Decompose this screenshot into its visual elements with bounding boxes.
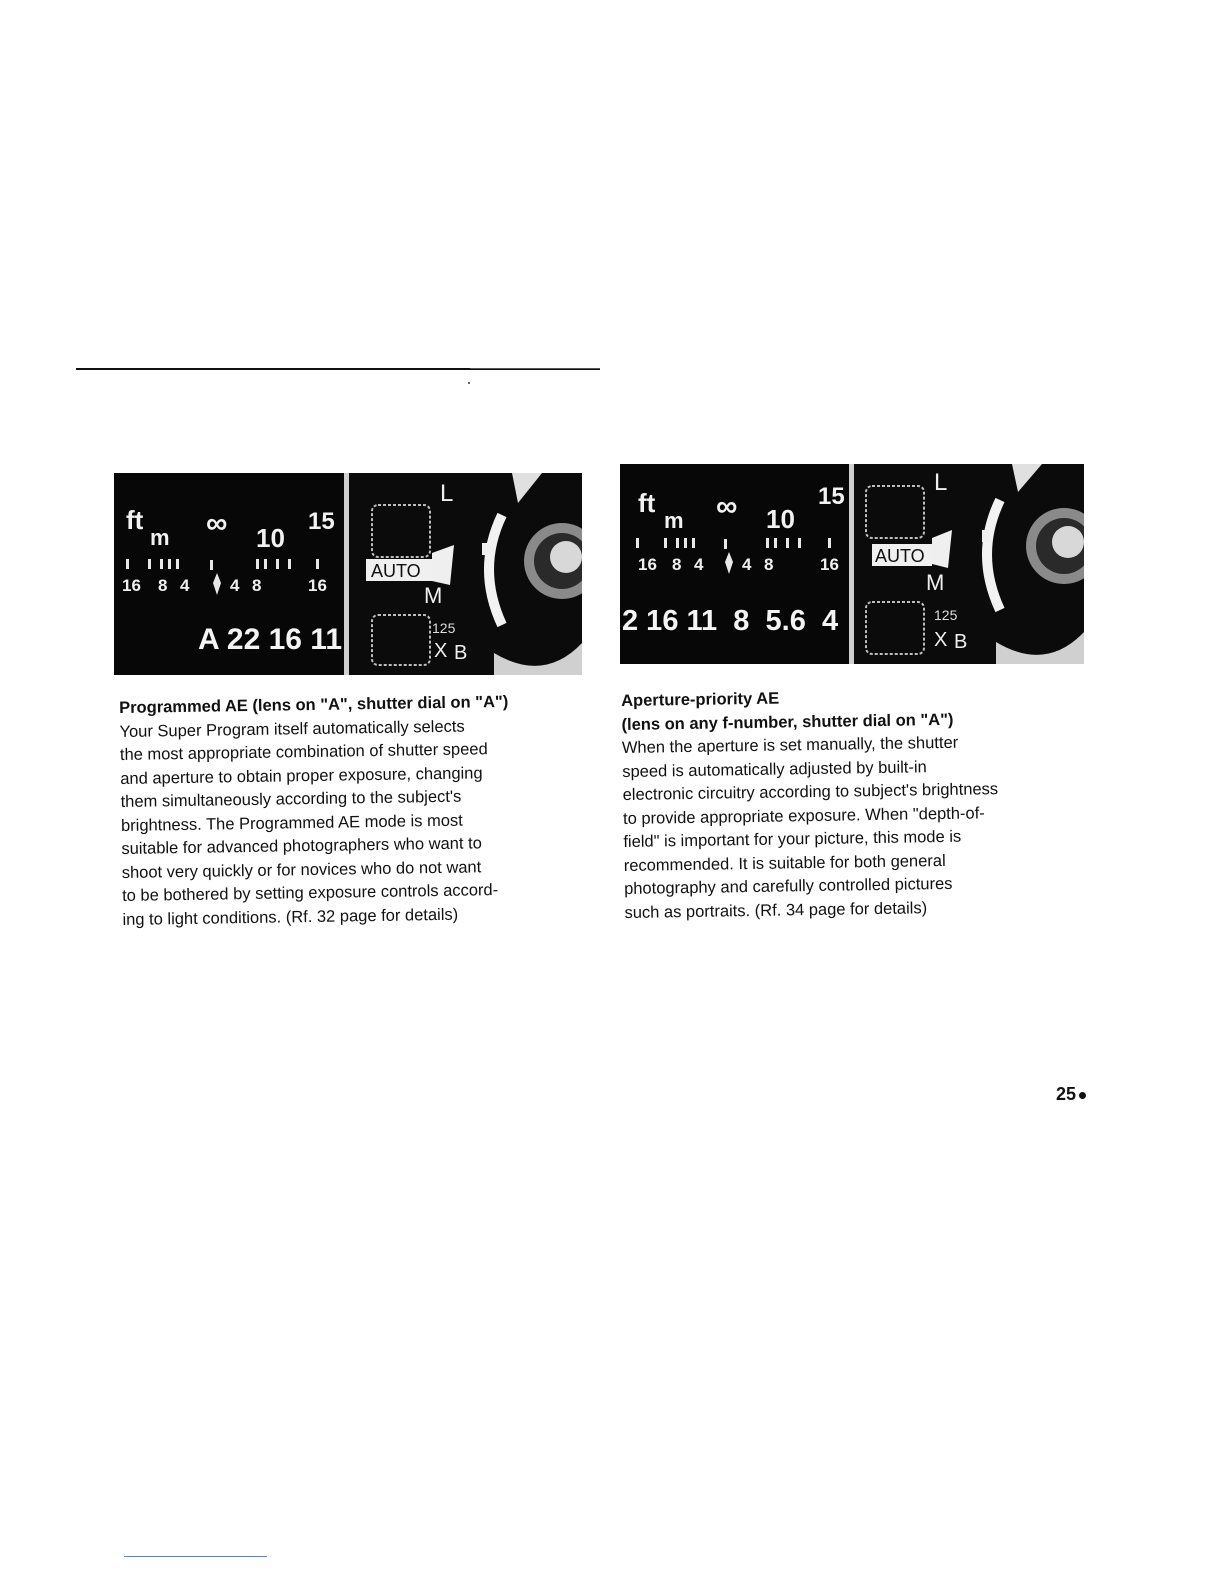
camera-lens-and-dial-photo [114, 473, 582, 675]
caption-aperture-priority-ae [621, 682, 1105, 925]
dial-x-mark: X [434, 640, 448, 662]
caption-line: the most appropriate combination of shutter speed [119, 740, 488, 764]
dof-16-left: 16 [638, 555, 657, 574]
dial-l-mark: L [934, 469, 948, 496]
caption-line: brightness. The Programmed AE mode is most [120, 811, 463, 835]
distance-15: 15 [308, 508, 335, 535]
caption-line: speed is automatically adjusted by built-in [622, 757, 927, 781]
auto-mode-label: AUTO [875, 546, 925, 566]
dial-speed-125: 125 [432, 620, 456, 636]
auto-mode-label: AUTO [371, 561, 421, 581]
dof-4-left: 4 [694, 555, 704, 574]
caption-line: electronic circuitry according to subject's brightness [622, 780, 999, 804]
infinity-mark: ∞ [716, 490, 738, 523]
unit-ft-label: ft [126, 505, 144, 535]
dial-b-mark: B [454, 642, 468, 664]
photo-aperture-priority-ae [620, 464, 1084, 664]
page-number-text: 25 [1056, 1084, 1077, 1104]
dof-8-right: 8 [252, 576, 262, 595]
distance-10: 10 [766, 504, 795, 534]
dof-8-left: 8 [672, 555, 682, 574]
caption-line: such as portraits. (Rf. 34 page for details) [624, 898, 928, 922]
dial-speed-125: 125 [934, 607, 958, 623]
aperture-ring-row: 2 16 11 8 5.6 4 [622, 605, 839, 637]
unit-m-label: m [150, 525, 170, 550]
caption-line: photography and carefully controlled pictures [623, 874, 953, 898]
caption-line: ing to light conditions. (Rf. 32 page for details) [122, 905, 459, 929]
caption-line: When the aperture is set manually, the shutter [621, 733, 959, 757]
caption-line: shoot very quickly or for novices who do not want [121, 857, 482, 882]
unit-m-label: m [664, 508, 684, 533]
caption-line: recommended. It is suitable for both general [623, 851, 946, 875]
distance-15: 15 [818, 483, 845, 510]
top-rule [76, 368, 600, 370]
caption-heading: Programmed AE (lens on "A", shutter dial on "A") [119, 692, 509, 717]
caption-line: to be bothered by setting exposure controls accord- [121, 881, 499, 905]
caption-line: field" is important for your picture, this mode is [623, 827, 962, 851]
dof-8-right: 8 [764, 555, 774, 574]
caption-line: Your Super Program itself automatically selects [119, 717, 465, 741]
bottom-rule [124, 1556, 267, 1557]
photo-programmed-ae [114, 473, 582, 675]
shutter-dial [854, 464, 1084, 664]
dial-l-mark: L [440, 480, 454, 507]
page-number [1056, 1084, 1086, 1105]
infinity-mark: ∞ [206, 507, 228, 540]
dial-m-mark: M [926, 570, 945, 595]
dof-16-right: 16 [308, 576, 327, 595]
dof-4-right: 4 [230, 576, 240, 595]
dof-8-left: 8 [158, 576, 168, 595]
dof-16-left: 16 [122, 576, 141, 595]
dof-4-right: 4 [742, 555, 752, 574]
caption-line: and aperture to obtain proper exposure, changing [120, 763, 483, 788]
camera-lens-and-dial-photo [620, 464, 1084, 664]
dof-16-right: 16 [820, 555, 839, 574]
dial-b-mark: B [954, 631, 968, 653]
aperture-ring-row: A 22 16 11 [198, 623, 343, 656]
caption-subheading: (lens on any f-number, shutter dial on "A") [621, 710, 954, 734]
print-speck [468, 382, 470, 384]
dof-4-left: 4 [180, 576, 190, 595]
bullet-icon [1079, 1092, 1086, 1099]
caption-line: to provide appropriate exposure. When "depth-of- [622, 803, 985, 828]
shutter-dial [349, 473, 582, 675]
caption-line: them simultaneously according to the subject's [120, 787, 462, 811]
dial-x-mark: X [934, 629, 948, 651]
caption-programmed-ae [119, 689, 601, 931]
caption-line: suitable for advanced photographers who want to [121, 834, 482, 858]
dial-m-mark: M [424, 583, 443, 608]
distance-10: 10 [256, 523, 285, 553]
caption-heading: Aperture-priority AE [621, 689, 780, 710]
unit-ft-label: ft [638, 488, 656, 518]
